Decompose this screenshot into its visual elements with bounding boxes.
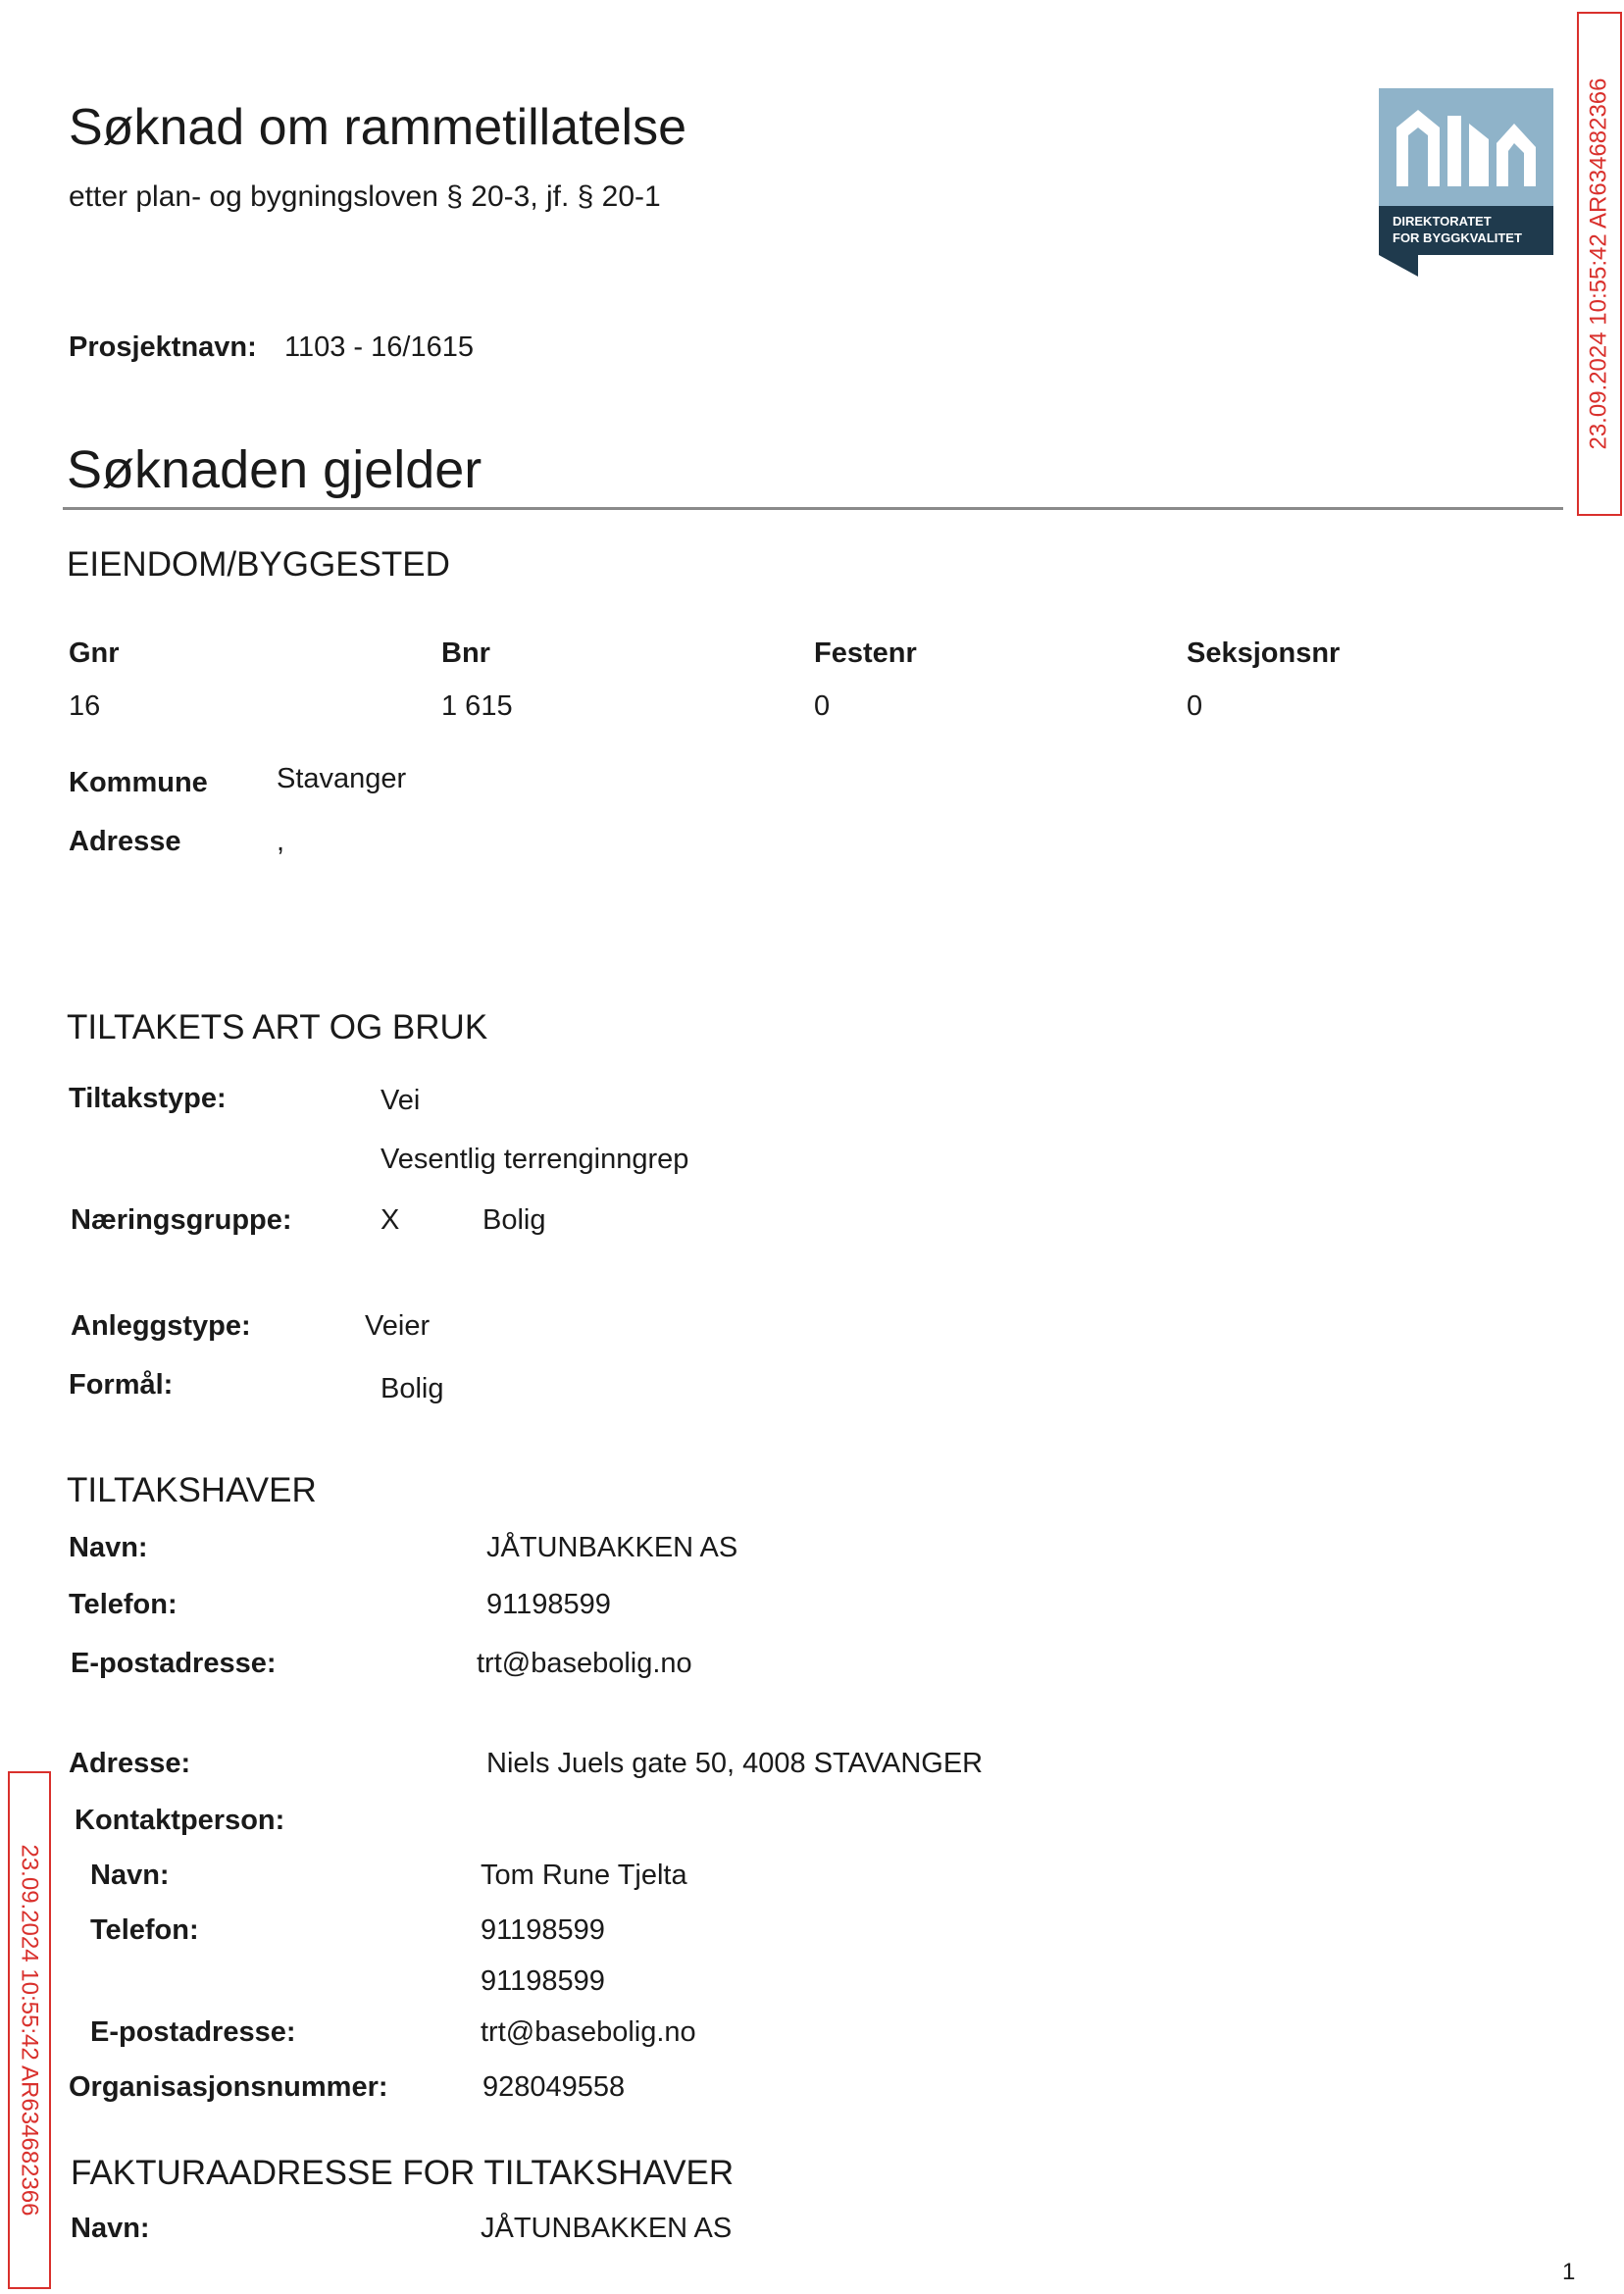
project-value: 1103 - 16/1615 <box>284 331 474 363</box>
tiltak-heading: TILTAKETS ART OG BRUK <box>67 1008 488 1046</box>
kontakt-epost-label: E-postadresse: <box>90 2016 296 2048</box>
document-title: Søknad om rammetillatelse <box>69 99 686 156</box>
kontakt-epost-value: trt@basebolig.no <box>481 2016 696 2048</box>
orgnr-value: 928049558 <box>482 2071 626 2103</box>
tiltakshaver-navn-label: Navn: <box>69 1532 148 1563</box>
anleggstype-value: Veier <box>365 1310 431 1342</box>
bnr-value: 1 615 <box>441 690 513 722</box>
orgnr-label: Organisasjonsnummer: <box>69 2071 388 2103</box>
festenr-label: Festenr <box>814 637 917 669</box>
formal-label: Formål: <box>69 1369 174 1401</box>
kontaktperson-label: Kontaktperson: <box>75 1805 285 1836</box>
tiltakstype-label: Tiltakstype: <box>69 1083 227 1114</box>
date-stamp-side <box>8 1771 51 2289</box>
document-subtitle: etter plan- og bygningsloven § 20-3, jf. § 20-1 <box>69 180 661 213</box>
festenr-value: 0 <box>814 690 831 722</box>
date-stamp-top <box>1577 12 1622 516</box>
tiltakshaver-adresse-label: Adresse: <box>69 1748 191 1779</box>
faktura-heading: FAKTURAADRESSE FOR TILTAKSHAVER <box>71 2154 735 2192</box>
naeringsgruppe-code: X <box>381 1204 400 1236</box>
gnr-value: 16 <box>69 690 101 722</box>
tiltakstype-value: Vesentlig terrenginngrep <box>381 1144 689 1175</box>
stamp-text: 23.09.2024 10:55:42 AR634682366 <box>17 1844 43 2217</box>
tiltakstype-value: Vei <box>381 1085 421 1116</box>
formal-value: Bolig <box>381 1373 444 1404</box>
logo-text-2: FOR BYGGKVALITET <box>1393 230 1522 245</box>
kontakt-navn-value: Tom Rune Tjelta <box>481 1860 687 1891</box>
naeringsgruppe-label: Næringsgruppe: <box>71 1204 292 1236</box>
project-label: Prosjektnavn: <box>69 331 257 363</box>
tiltakshaver-heading: TILTAKSHAVER <box>67 1471 317 1509</box>
kontakt-telefon-label: Telefon: <box>90 1914 199 1946</box>
eiendom-heading: EIENDOM/BYGGESTED <box>67 545 450 584</box>
seksjonsnr-label: Seksjonsnr <box>1187 637 1341 669</box>
naeringsgruppe-value: Bolig <box>482 1204 546 1236</box>
adresse-label: Adresse <box>69 826 181 857</box>
faktura-navn-value: JÅTUNBAKKEN AS <box>481 2213 733 2244</box>
kommune-value: Stavanger <box>277 763 407 794</box>
faktura-navn-label: Navn: <box>71 2213 150 2244</box>
tiltakshaver-epost-label: E-postadresse: <box>71 1648 277 1679</box>
anleggstype-label: Anleggstype: <box>71 1310 251 1342</box>
section-divider <box>63 507 1563 510</box>
kommune-label: Kommune <box>69 767 208 798</box>
gnr-label: Gnr <box>69 637 120 669</box>
tiltakshaver-telefon-label: Telefon: <box>69 1589 178 1620</box>
seksjonsnr-value: 0 <box>1187 690 1203 722</box>
tiltakshaver-telefon-value: 91198599 <box>486 1589 611 1620</box>
page-number: 1 <box>1562 2259 1576 2285</box>
kontakt-telefon-value: 91198599 <box>481 1914 605 1946</box>
tiltakshaver-navn-value: JÅTUNBAKKEN AS <box>486 1532 738 1563</box>
tiltakshaver-adresse-value: Niels Juels gate 50, 4008 STAVANGER <box>486 1748 984 1779</box>
dibk-logo <box>1379 88 1553 277</box>
kontakt-telefon-value: 91198599 <box>481 1965 605 1997</box>
stamp-text: 23.09.2024 10:55:42 AR634682366 <box>1586 77 1612 450</box>
adresse-value: , <box>277 826 285 857</box>
tiltakshaver-epost-value: trt@basebolig.no <box>477 1648 692 1679</box>
section-title: Søknaden gjelder <box>67 440 482 499</box>
kontakt-navn-label: Navn: <box>90 1860 170 1891</box>
logo-text-1: DIREKTORATET <box>1393 214 1492 229</box>
bnr-label: Bnr <box>441 637 490 669</box>
